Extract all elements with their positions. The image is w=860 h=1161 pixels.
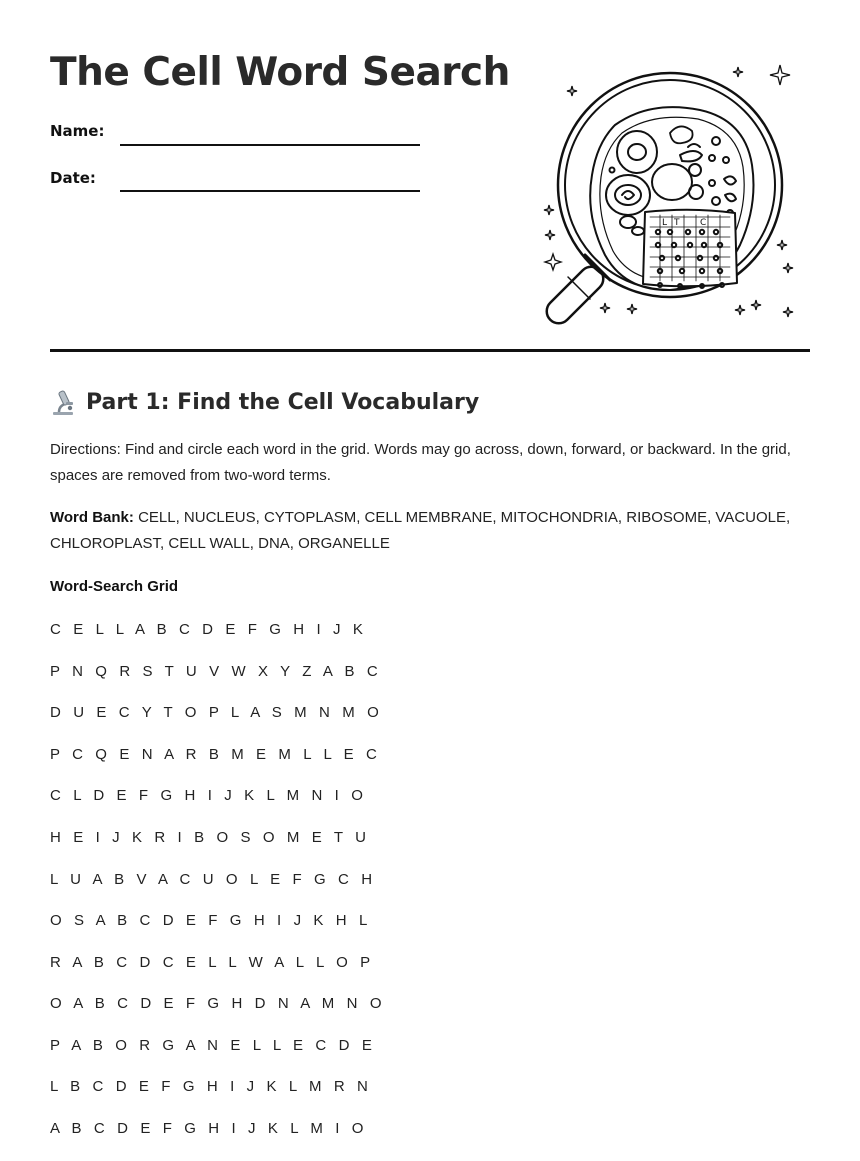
part1-heading [50,388,479,416]
svg-text:T: T [674,218,680,228]
grid-row: O A B C D E F G H D N A M N O [50,995,386,1012]
part1-heading-text: Part 1: Find the Cell Vocabulary [86,389,480,415]
microscope-icon [50,388,76,416]
name-line[interactable] [120,144,420,146]
grid-row: H E I J K R I B O S O M E T U [50,829,371,846]
mitochondria-icon [670,126,693,143]
grid-row: P C Q E N A R B M E M L L E C [50,746,381,763]
grid-row: A B C D E F G H I J K L M I O [50,1120,368,1137]
name-label: Name: [50,122,105,140]
grid-title: Word-Search Grid [50,578,179,595]
word-bank-words: CELL, NUCLEUS, CYTOPLASM, CELL MEMBRANE, MITOCHONDRIA, RIBOSOME, VACUOLE, CHLOROPLAST, CELL WALL, DNA, ORGANELLE [50,509,791,552]
word-bank [50,505,810,557]
mini-grid-icon [643,210,737,288]
grid-row: R A B C D C E L L W A L L O P [50,954,375,971]
word-bank-label: Word Bank: [50,509,134,526]
vacuole-icon [652,164,692,200]
svg-text:L: L [662,218,668,228]
grid-row: L B C D E F G H I J K L M R N [50,1078,372,1095]
directions-text: Directions: Find and circle each word in the grid. Words may go across, down, forward, or backward. In the grid, spaces are removed from two-word terms. [50,441,791,484]
date-line[interactable] [120,190,420,192]
chloroplast-icon [606,175,650,215]
grid-row: L U A B V A C U O L E F G C H [50,871,377,888]
grid-row: D U E C Y T O P L A S M N M O [50,704,383,721]
grid-row: O S A B C D E F G H I J K H L [50,912,372,929]
page-title: The Cell Word Search [50,50,510,95]
date-label: Date: [50,169,96,187]
grid-row: P N Q R S T U V W X Y Z A B C [50,663,382,680]
grid-row: C E L L A B C D E F G H I J K [50,621,368,638]
svg-text:C: C [700,218,707,228]
grid-row: P A B O R G A N E L L E C D E [50,1037,376,1054]
grid-row: C L D E F G H I J K L M N I O [50,787,367,804]
section-divider [50,349,810,352]
nucleus-icon [617,131,657,173]
cell-magnifier-illustration [530,55,810,330]
